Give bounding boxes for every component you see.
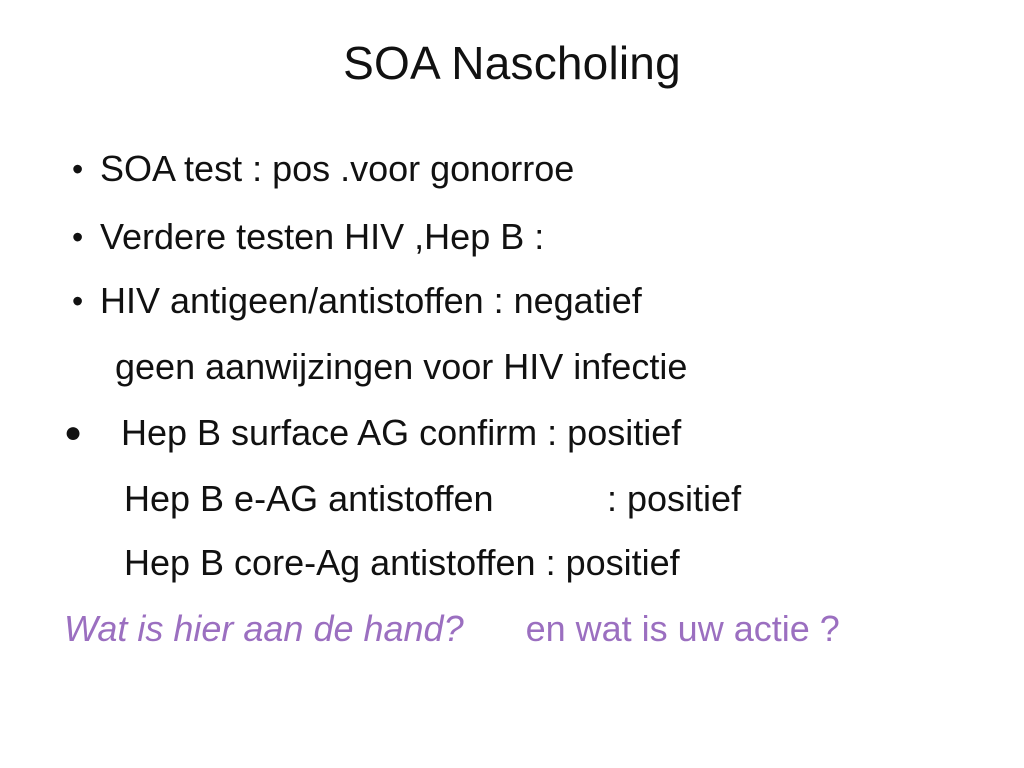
slide-title: SOA Nascholing	[343, 37, 681, 89]
list-item-text-left: Hep B e-AG antistoffen	[124, 478, 494, 519]
list-item-text-right: : positief	[607, 478, 742, 519]
bullet-dot: •	[72, 283, 84, 319]
list-item-text: SOA test : pos .voor gonorroe	[100, 148, 575, 189]
question-line	[64, 598, 840, 660]
list-item-text: Hep B surface AG confirm : positief	[121, 412, 682, 453]
question-italic: Wat is hier aan de hand?	[64, 608, 464, 649]
bullet-circle: ●	[64, 416, 83, 449]
list-item-text: HIV antigeen/antistoffen : negatief	[100, 280, 642, 321]
list-item-text: Hep B core-Ag antistoffen : positief	[124, 542, 680, 583]
list-item-text: Verdere testen HIV ,Hep B :	[100, 216, 545, 257]
list-item-text: geen aanwijzingen voor HIV infectie	[115, 346, 688, 387]
bullet-dot: •	[72, 219, 84, 255]
question-normal: en wat is uw actie ?	[525, 608, 840, 649]
bullet-dot: •	[72, 151, 84, 187]
